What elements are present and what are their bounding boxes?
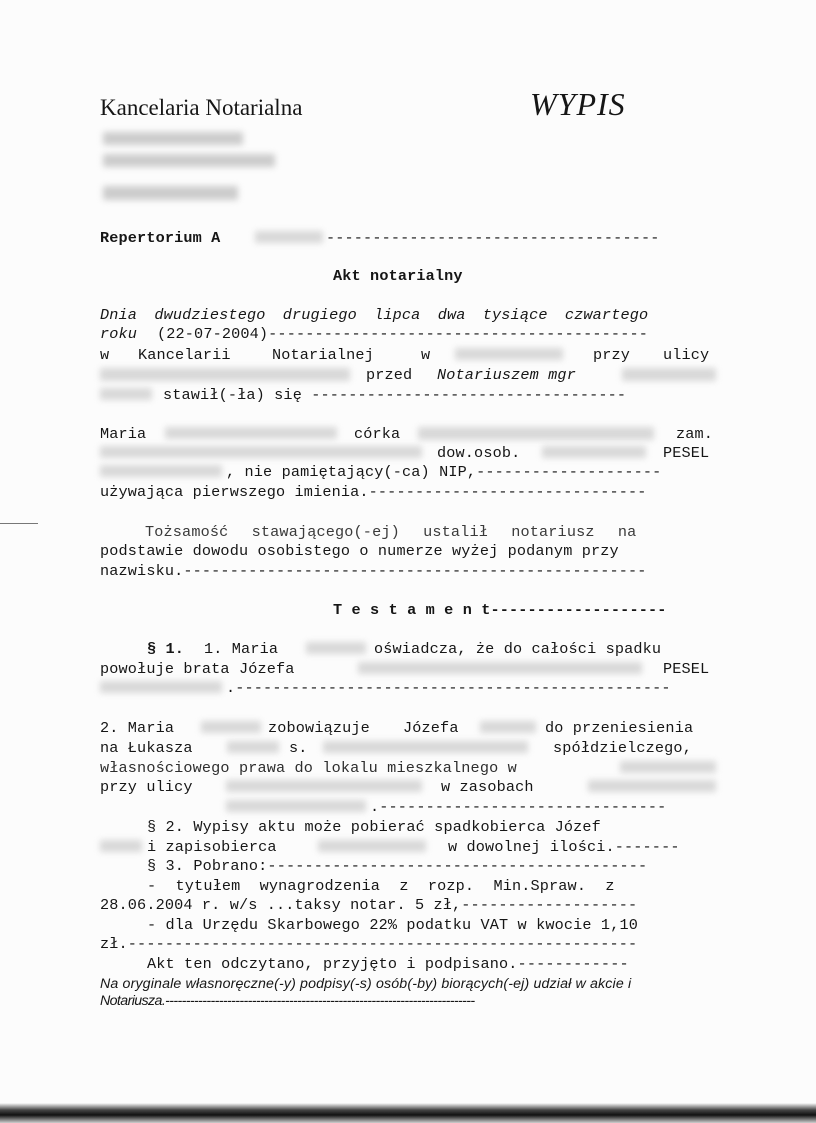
par1-2-lukasza: na Łukasza [100,739,193,757]
par1-pesel: PESEL [663,660,710,678]
redacted-lukasz-surname [227,741,279,753]
redacted-id-number [542,446,646,458]
copy-label: WYPIS [530,86,626,122]
redacted-street [100,368,350,381]
identity-line-3: nazwisku.-------------------------------------------------- [100,562,647,580]
par1-powoluje: powołuje brata Józefa [100,660,295,678]
redacted-heir-pesel [100,681,222,693]
intro-date: (22-07-2004)----------------------------------------- [157,325,648,343]
intro-w2: w [421,346,431,364]
par3-line-2: - tytułem wynagrodzenia z rozp. Min.Spraw. z [147,877,615,895]
par1-sign: § 1. [147,640,185,658]
person-corka: córka [354,425,401,443]
intro-przy: przy [593,346,631,364]
redacted-address-line-3 [103,186,238,200]
person-pesel: PESEL [663,444,710,462]
par3-line-5: zł.------------------------------------------------------- [100,935,638,953]
par1-2-zobowiazuje: zobowiązuje [268,719,370,737]
intro-kancelarii: Kancelarii [138,346,231,364]
redacted-legatee-name [318,840,426,852]
testament-title: T e s t a m e n t------------------- [333,601,667,619]
redacted-residence [100,446,422,458]
office-title: Kancelaria Notarialna [100,95,303,120]
par1-2-maria: 2. Maria [100,719,175,737]
intro-przed: przed [366,366,413,384]
par1-2-spoldzielczego: spółdzielczego, [553,739,692,757]
par1-2-przy-ulicy: przy ulicy [100,778,193,796]
scan-bottom-edge [0,1103,816,1123]
redacted-city [455,348,563,360]
act-title: Akt notarialny [333,267,463,285]
intro-line-1: Dnia dwudziestego drugiego lipca dwa tysiące czwartego [100,306,649,324]
redacted-par1-surname [306,642,366,654]
redacted-pesel-number [100,465,222,477]
par3-line-1: § 3. Pobrano:----------------------------------------- [147,857,648,875]
identity-line-2: podstawie dowodu osobistego o numerze wyżej podanym przy [100,542,619,560]
person-first-name-note: używająca pierwszego imienia.------------------------------ [100,483,647,501]
intro-stawil: stawił(-ła) się ---------------------------------- [163,386,627,404]
par1-2-line-5: .------------------------------- [370,798,667,816]
repertorium-label: Repertorium A [100,229,221,247]
par1-oswiadcza: oświadcza, że do całości spadku [374,640,662,658]
redacted-cooperative [588,780,716,792]
par2-line-1: § 2. Wypisy aktu może pobierać spadkobierca Józef [147,818,601,836]
person-dow-osob: dow.osob. [437,444,521,462]
par1-line-3: .----------------------------------------------- [226,679,671,697]
intro-w: w [100,346,110,364]
fold-mark [0,523,38,524]
par1-2-line-3: własnościowego prawa do lokalu mieszkalnego w [100,759,517,777]
redacted-parents [418,427,654,440]
par3-line-4: - dla Urzędu Skarbowego 22% podatku VAT w kwocie 1,10 [147,916,638,934]
intro-roku: roku [100,325,138,343]
redacted-address-line-2 [103,154,275,167]
redacted-cooperative-2 [226,800,366,812]
intro-notarialnej: Notarialnej [272,346,374,364]
par3-line-3: 28.06.2004 r. w/s ...taksy notar. 5 zł,------------------- [100,896,638,914]
redacted-lukasz-parents [323,741,528,753]
redacted-person-surname [165,427,337,439]
redacted-heir-name [358,662,642,674]
redacted-repertorium-number [255,231,323,243]
par2-ilosci: w dowolnej ilości.------- [448,838,680,856]
redacted-par1-2-surname [201,721,261,733]
intro-ulicy: ulicy [663,346,710,364]
redacted-legatee-first [100,840,142,852]
redacted-property-city [620,761,716,773]
redacted-par1-2-heir-surname [480,721,536,733]
redacted-notary-surname [100,388,152,400]
person-zam: zam. [676,425,714,443]
par1-2-jozefa: Józefa [403,719,459,737]
par1-maria: 1. Maria [204,640,279,658]
intro-notariuszem: Notariuszem mgr [437,366,576,384]
redacted-address-line-1 [103,132,243,145]
par2-zapisobierca: i zapisobierca [147,838,277,856]
person-first-name: Maria [100,425,147,443]
par1-2-s: s. [289,739,308,757]
repertorium-dashes: ------------------------------------ [326,229,660,247]
redacted-notary-name [622,368,716,381]
identity-line-1: Tożsamość stawającego(-ej) ustalił notariusz na [145,523,637,541]
par1-2-przeniesienia: do przeniesienia [545,719,694,737]
par1-2-w-zasobach: w zasobach [441,778,534,796]
signature-note-line-2: Notariusza.--------------------------------------------------------------------------- [100,993,475,1009]
closing-line: Akt ten odczytano, przyjęto i podpisano.------------ [147,955,629,973]
redacted-property-street [226,780,422,792]
signature-note-line-1: Na oryginale własnoręczne(-y) podpisy(-s) osób(-by) biorących(-ej) udział w akcie i [100,976,632,992]
person-nip: , nie pamiętający(-ca) NIP,-------------------- [226,463,662,481]
